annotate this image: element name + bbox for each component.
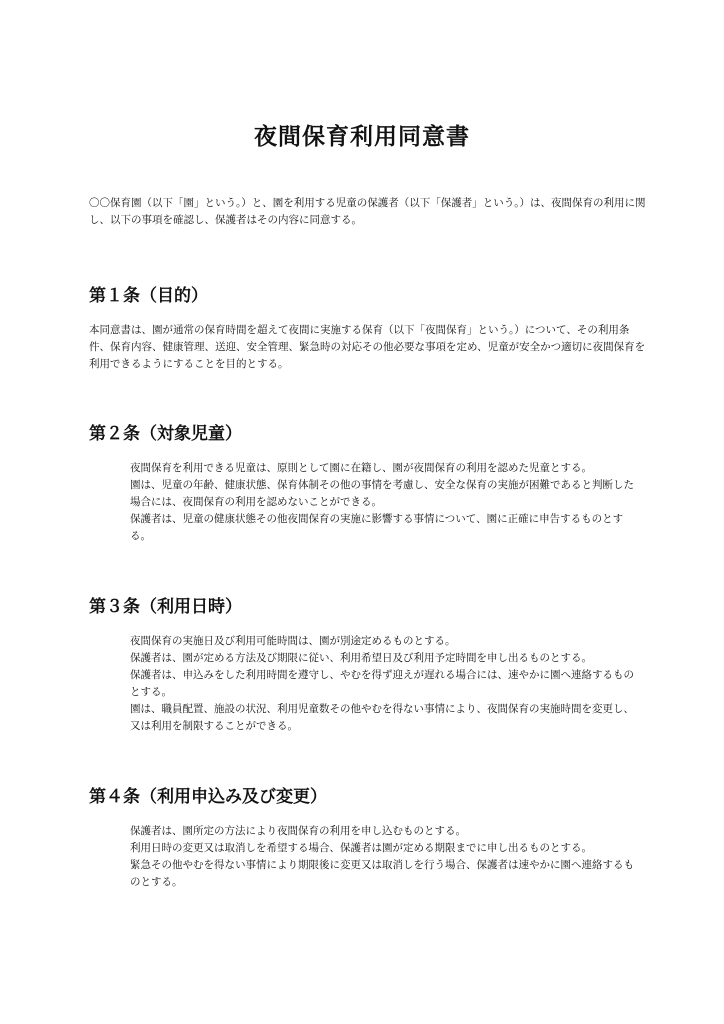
section-body bbox=[89, 322, 649, 373]
section-paragraph: 緊急その他やむを得ない事情により期限後に変更又は取消しを行う場合、保護者は速やかに園へ連絡するものとする。 bbox=[130, 859, 634, 888]
section-paragraph: 本同意書は、園が通常の保育時間を超えて夜間に実施する保育（以下「夜間保育」という。）について、その利用条件、保育内容、健康管理、送迎、安全管理、緊急時の対応その他必要な事項を定め、児童が安全かつ適切に夜間保育を利用できるようにすることを目的とする。 bbox=[89, 324, 646, 370]
section-paragraph: 保護者は、申込みをした利用時間を遵守し、やむを得ず迎えが遅れる場合には、速やかに園へ連絡するものとする。 bbox=[130, 669, 634, 698]
intro-paragraph: 〇〇保育園（以下「園」という。）と、園を利用する児童の保護者（以下「保護者」という。）は、夜間保育の利用に関し、以下の事項を確認し、保護者はその内容に同意する。 bbox=[89, 197, 646, 226]
section-article-3 bbox=[89, 595, 649, 735]
section-body bbox=[130, 460, 635, 545]
section-paragraph: 園は、職員配置、施設の状況、利用児童数その他やむを得ない事情により、夜間保育の実施時間を変更し、又は利用を制限することができる。 bbox=[130, 703, 634, 732]
section-heading: 第３条（利用日時） bbox=[89, 597, 242, 617]
section-body bbox=[130, 633, 635, 735]
section-paragraph: 夜間保育を利用できる児童は、原則として園に在籍し、園が夜間保育の利用を認めた児童とする。 bbox=[130, 462, 592, 474]
section-article-4 bbox=[89, 785, 649, 891]
section-body bbox=[130, 823, 635, 891]
section-paragraph: 保護者は、児童の健康状態その他夜間保育の実施に影響する事情について、園に正確に申告するものとする。 bbox=[130, 513, 624, 542]
section-paragraph: 利用日時の変更又は取消しを希望する場合、保護者は園が定める期限までに申し出るものとする。 bbox=[130, 842, 592, 854]
section-article-1 bbox=[89, 284, 649, 373]
section-paragraph: 園は、児童の年齢、健康状態、保育体制その他の事情を考慮し、安全な保育の実施が困難であると判断した場合には、夜間保育の利用を認めないことができる。 bbox=[130, 479, 634, 508]
section-paragraph: 保護者は、園が定める方法及び期限に従い、利用希望日及び利用予定時間を申し出るものとする。 bbox=[130, 652, 592, 664]
section-article-2 bbox=[89, 422, 649, 545]
section-heading: 第４条（利用申込み及び変更） bbox=[89, 787, 327, 807]
document-title: 夜間保育利用同意書 bbox=[254, 124, 470, 150]
section-paragraph: 夜間保育の実施日及び利用可能時間は、園が別途定めるものとする。 bbox=[130, 635, 456, 647]
section-heading: 第１条（目的） bbox=[89, 286, 208, 306]
section-paragraph: 保護者は、園所定の方法により夜間保育の利用を申し込むものとする。 bbox=[130, 825, 466, 837]
section-heading: 第２条（対象児童） bbox=[89, 424, 242, 444]
